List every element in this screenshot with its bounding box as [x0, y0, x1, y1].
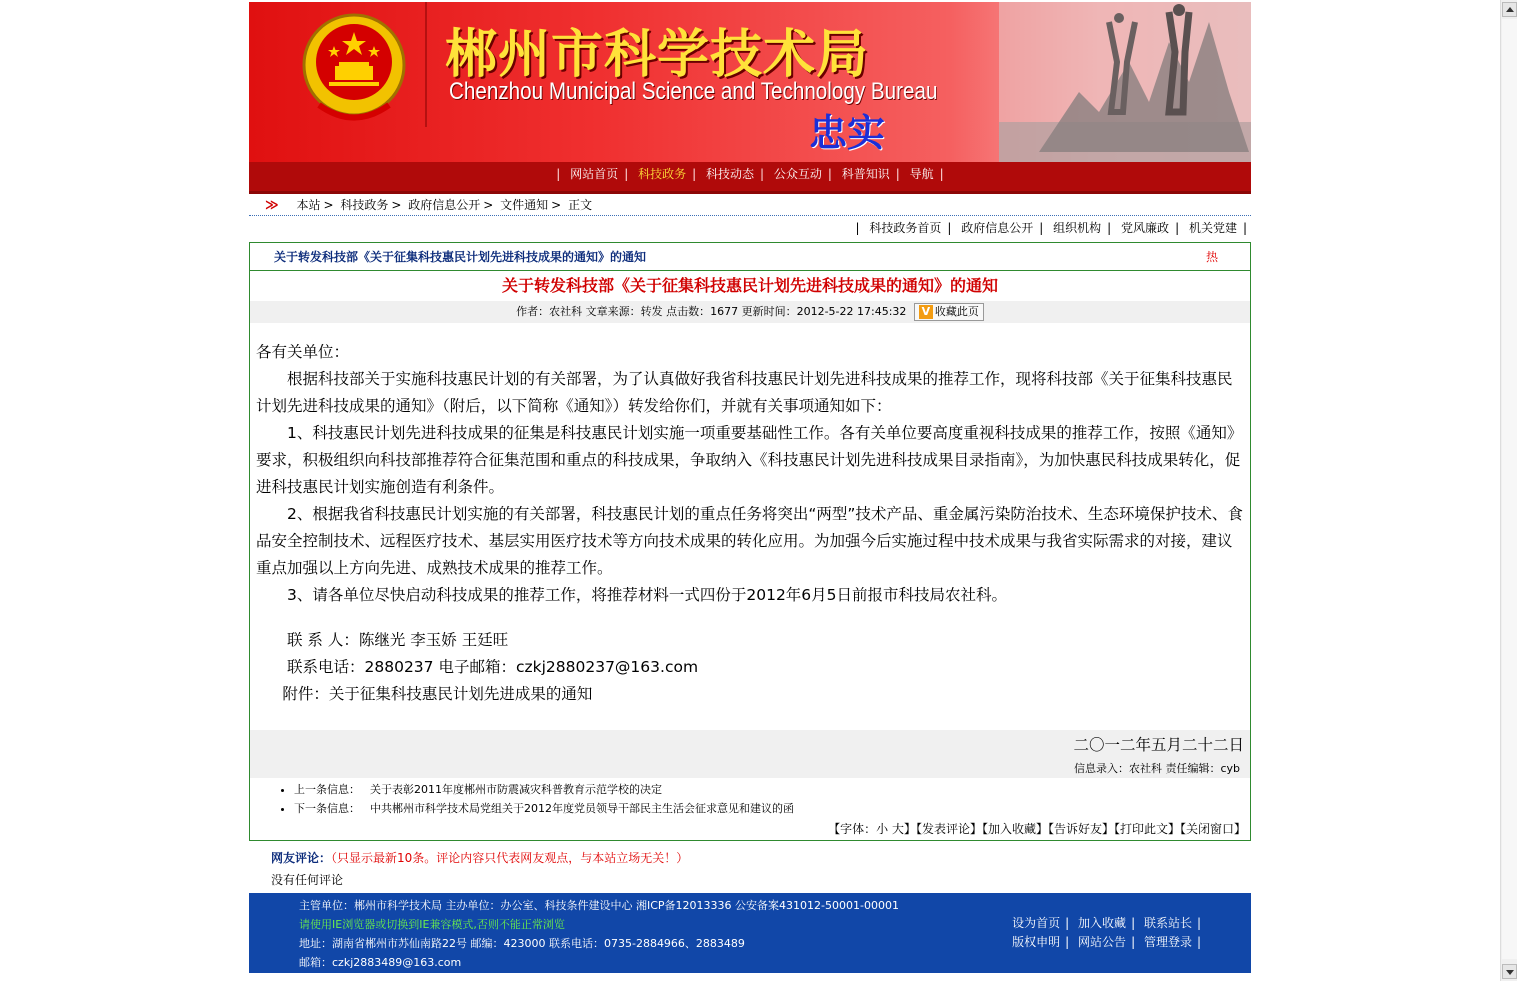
- article-header-title: 关于转发科技部《关于征集科技惠民计划先进科技成果的通知》的通知: [274, 250, 647, 264]
- nav-item-news[interactable]: 科技动态: [705, 167, 754, 181]
- footer-separator: |: [1196, 935, 1201, 949]
- subnav-separator: |: [1039, 221, 1044, 235]
- article-contact: 联 系 人：陈继光 李玉娇 王廷旺: [287, 631, 509, 649]
- footer-separator: |: [1065, 916, 1070, 930]
- breadcrumb-separator: >: [483, 198, 494, 212]
- hot-badge: 热: [1205, 250, 1218, 264]
- article-date: 二〇一二年五月二十二日: [250, 730, 1250, 760]
- prev-article-link[interactable]: [294, 780, 1250, 799]
- nav-separator: |: [827, 167, 832, 181]
- subnav-item-affairs-home[interactable]: 科技政务首页: [869, 221, 942, 235]
- footer-browser-warning: 请使用IE浏览器或切换到IE兼容模式,否则不能正常浏览: [299, 918, 565, 931]
- banner-divider: [425, 2, 427, 127]
- main-nav: [249, 162, 1251, 194]
- article-attachment[interactable]: 附件：关于征集科技惠民计划先进成果的通知: [282, 685, 593, 703]
- breadcrumb-item-notices[interactable]: 文件通知: [500, 198, 549, 212]
- subnav-separator: |: [1175, 221, 1180, 235]
- site-subtitle: Chenzhou Municipal Science and Technology Bureau: [449, 78, 938, 105]
- nav-separator: |: [556, 167, 561, 181]
- prev-next-links: [250, 778, 1250, 818]
- site-footer: [249, 893, 1251, 973]
- breadcrumb-separator: >: [551, 198, 562, 212]
- comments-note: （只显示最新10条。评论内容只代表网友观点，与本站立场无关！）: [331, 851, 689, 865]
- bookmark-label: 收藏此页: [934, 305, 979, 318]
- article-paragraph: 根据科技部关于实施科技惠民计划的有关部署，为了认真做好我省科技惠民计划先进科技成果的推荐工作，现将科技部《关于征集科技惠民计划先进科技成果的通知》（附后，以下简称《通知》）转发给你们，并就有关事项通知如下：: [256, 370, 1233, 415]
- article-tools[interactable]: 【字体：小 大】【发表评论】【加入收藏】【告诉好友】【打印此文】【关闭窗口】: [828, 822, 1246, 836]
- scroll-up-icon[interactable]: [1502, 2, 1517, 17]
- nav-item-interaction[interactable]: 公众互动: [773, 167, 822, 181]
- footer-line: 主管单位：郴州市科学技术局 主办单位：办公室、科技条件建设中心 湘ICP备12013336 公安备案431012-50001-00001: [299, 899, 899, 912]
- comments-section: [249, 841, 1251, 891]
- article-salutation: 各有关单位：: [256, 343, 350, 361]
- footer-link-announcement[interactable]: 网站公告: [1078, 935, 1127, 949]
- breadcrumb-item-current: 正文: [568, 198, 593, 212]
- article-meta: [250, 301, 1250, 323]
- sub-nav: [249, 216, 1251, 240]
- subnav-item-organization[interactable]: 组织机构: [1053, 221, 1102, 235]
- banner-slogan: 忠实: [809, 111, 886, 155]
- nav-separator: |: [692, 167, 697, 181]
- page-container: [249, 2, 1251, 973]
- subnav-item-party[interactable]: 机关党建: [1188, 221, 1237, 235]
- nav-item-affairs[interactable]: 科技政务: [638, 167, 687, 181]
- article-phone: 联系电话：2880237 电子邮箱：czkj2880237@163.com: [287, 658, 699, 676]
- article-paragraph: 2、根据我省科技惠民计划实施的有关部署，科技惠民计划的重点任务将突出“两型”技术产品、重金属污染防治技术、生态环境保护技术、食品安全控制技术、远程医疗技术、基层实用医疗技术等方向技术成果的转化应用。为加强今后实施过程中技术成果与我省实际需求的对接，建议重点加强以上方向先进、成熟技术成果的推荐工作。: [256, 505, 1243, 577]
- site-banner: [249, 2, 1251, 162]
- footer-link-favorite[interactable]: 加入收藏: [1078, 916, 1127, 930]
- nav-item-science[interactable]: 科普知识: [841, 167, 890, 181]
- site-title: 郴州市科学技术局: [445, 25, 870, 85]
- footer-links: [1007, 914, 1201, 952]
- vertical-scrollbar[interactable]: [1500, 0, 1517, 981]
- article-box-header: [250, 243, 1250, 271]
- subnav-item-integrity[interactable]: 党风廉政: [1121, 221, 1170, 235]
- next-label: 下一条信息：: [294, 802, 360, 815]
- prev-label: 上一条信息：: [294, 783, 360, 796]
- breadcrumb-item-info[interactable]: 政府信息公开: [408, 198, 481, 212]
- subnav-separator: |: [1242, 221, 1247, 235]
- article-box: [249, 242, 1251, 841]
- bookmark-icon: V: [919, 305, 933, 319]
- footer-link-sethome[interactable]: 设为首页: [1012, 916, 1061, 930]
- breadcrumb-separator: >: [391, 198, 402, 212]
- footer-address: 地址：湖南省郴州市苏仙南路22号 邮编：423000 联系电话：0735-2884966、2883489: [299, 937, 745, 950]
- nav-separator: |: [759, 167, 765, 181]
- comments-empty: 没有任何评论: [271, 873, 344, 887]
- article-title: 关于转发科技部《关于征集科技惠民计划先进科技成果的通知》的通知: [501, 276, 998, 295]
- footer-email: 邮箱：czkj2883489@163.com: [299, 956, 462, 969]
- article-paragraph: 1、科技惠民计划先进科技成果的征集是科技惠民计划实施一项重要基础性工作。各有关单位要高度重视科技成果的推荐工作，按照《通知》要求，积极组织向科技部推荐符合征集范围和重点的科技成果，争取纳入《科技惠民计划先进科技成果目录指南》，为加快惠民科技成果转化，促进科技惠民计划实施创造有利条件。: [256, 424, 1243, 496]
- bookmark-button[interactable]: [914, 303, 984, 321]
- statue-image: [999, 2, 1251, 162]
- national-emblem-icon: [299, 10, 409, 130]
- footer-separator: |: [1196, 916, 1201, 930]
- footer-link-contact[interactable]: 联系站长: [1143, 916, 1192, 930]
- nav-item-home[interactable]: 网站首页: [570, 167, 619, 181]
- subnav-item-info-public[interactable]: 政府信息公开: [961, 221, 1034, 235]
- nav-separator: |: [939, 167, 944, 181]
- footer-link-copyright[interactable]: 版权申明: [1012, 935, 1061, 949]
- breadcrumb: [249, 194, 1251, 216]
- footer-link-admin[interactable]: 管理登录: [1143, 935, 1192, 949]
- scrollbar-thumb[interactable]: [1502, 19, 1517, 959]
- article-paragraph: 3、请各单位尽快启动科技成果的推荐工作，将推荐材料一式四份于2012年6月5日前报市科技局农社科。: [287, 586, 1008, 604]
- prev-title[interactable]: 关于表彰2011年度郴州市防震减灾科普教育示范学校的决定: [370, 783, 662, 796]
- footer-separator: |: [1131, 916, 1136, 930]
- nav-separator: |: [895, 167, 900, 181]
- article-editor: 信息录入：农社科 责任编辑：cyb: [250, 760, 1250, 778]
- breadcrumb-item-home[interactable]: 本站: [296, 198, 321, 212]
- double-arrow-icon: ≫: [265, 198, 279, 213]
- next-article-link[interactable]: [294, 799, 1250, 818]
- subnav-separator: |: [1107, 221, 1112, 235]
- subnav-separator: |: [947, 221, 952, 235]
- subnav-separator: |: [855, 221, 860, 235]
- nav-item-guide[interactable]: 导航: [909, 167, 934, 181]
- scroll-down-icon[interactable]: [1502, 964, 1517, 979]
- nav-separator: |: [624, 167, 629, 181]
- breadcrumb-item-affairs[interactable]: 科技政务: [340, 198, 389, 212]
- next-title[interactable]: 中共郴州市科学技术局党组关于2012年度党员领导干部民主生活会征求意见和建议的函: [370, 802, 794, 815]
- footer-separator: |: [1065, 935, 1070, 949]
- article-content: [250, 323, 1250, 716]
- breadcrumb-separator: >: [323, 198, 334, 212]
- article-meta-text: 作者：农社科 文章来源：转发 点击数：1677 更新时间：2012-5-22 17:45:32: [516, 305, 907, 318]
- footer-separator: |: [1131, 935, 1136, 949]
- comments-title: 网友评论：: [271, 851, 332, 865]
